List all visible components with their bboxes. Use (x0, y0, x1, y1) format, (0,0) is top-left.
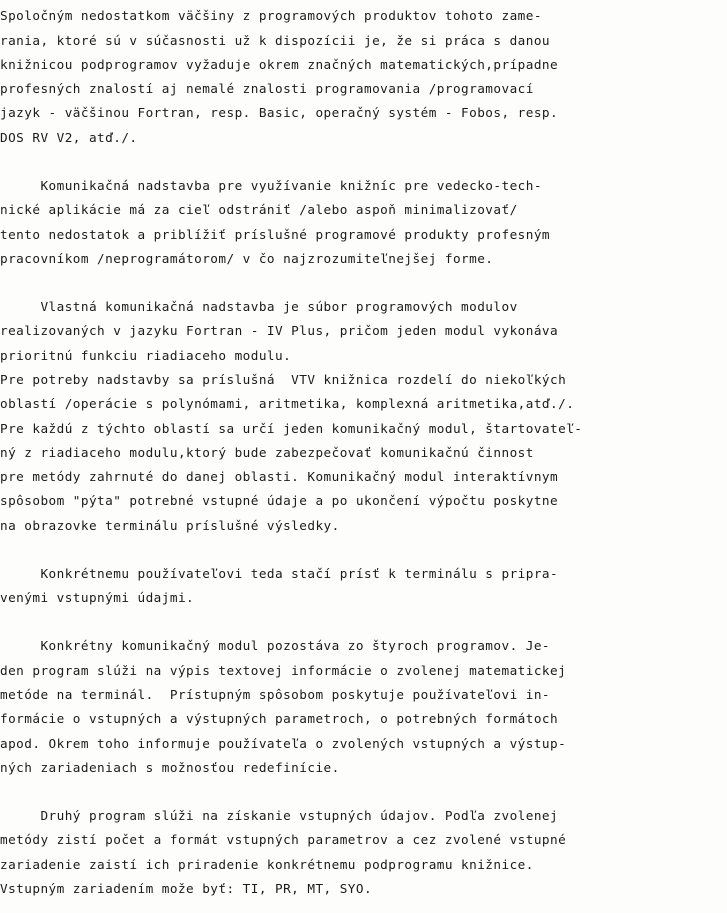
text-line: Vstupným zariadením može byť: TI, PR, MT, SYO. (0, 881, 373, 896)
text-line: Komunikačná nadstavba pre využívanie knižníc pre vedecko-tech- (0, 178, 542, 193)
text-line: Konkrétnemu používateľovi teda stačí prísť k terminálu s pripra- (0, 566, 559, 581)
text-line: Konkrétny komunikačný modul pozostáva zo štyroch programov. Je- (0, 638, 551, 653)
text-line: den program slúži na výpis textovej informácie o zvolenej matematickej (0, 663, 567, 678)
text-line: na obrazovke terminálu príslušné výsledky. (0, 518, 340, 533)
text-line: prioritnú funkciu riadiaceho modulu. (0, 348, 292, 363)
text-line: tento nedostatok a priblížiť príslušné programové produkty profesným (0, 227, 551, 242)
text-line: ný z riadiaceho modulu,ktorý bude zabezpečovať komunikačnú činnost (0, 445, 534, 460)
text-line: apod. Okrem toho informuje používateľa o zvolených vstupných a výstup- (0, 736, 567, 751)
text-line: realizovaných v jazyku Fortran - IV Plus, pričom jeden modul vykonáva (0, 323, 559, 338)
text-line: zariadenie zaistí ich priradenie konkrétnemu podprogramu knižnice. (0, 857, 534, 872)
text-line: Spoločným nedostatkom väčšiny z programových produktov tohoto zame- (0, 8, 542, 23)
text-line: knižnicou podprogramov vyžaduje okrem značných matematických,prípadne (0, 57, 559, 72)
text-line: Pre každú z týchto oblastí sa určí jeden komunikačný modul, štartovateľ- (0, 421, 583, 436)
text-line: pracovníkom /neprogramátorom/ v čo najzrozumiteľnejšej forme. (0, 251, 494, 266)
text-line: profesných znalostí aj nemalé znalosti programovania /programovací (0, 81, 534, 96)
text-line: nické aplikácie má za cieľ odstrániť /alebo aspoň minimalizovať/ (0, 202, 518, 217)
text-line: oblastí /operácie s polynómami, aritmetika, komplexná aritmetika,atď./. (0, 396, 575, 411)
text-line: DOS RV V2, atď./. (0, 130, 138, 145)
text-line: ných zariadeniach s možnosťou redefinície. (0, 760, 340, 775)
text-line: rania, ktoré sú v súčasnosti už k dispozícii je, že si práca s danou (0, 33, 551, 48)
text-line: spôsobom "pýta" potrebné vstupné údaje a po ukončení výpočtu poskytne (0, 493, 559, 508)
text-line: venými vstupnými údajmi. (0, 590, 195, 605)
text-line: Vlastná komunikačná nadstavba je súbor programových modulov (0, 299, 518, 314)
text-line: Druhý program slúži na získanie vstupných údajov. Podľa zvolenej (0, 808, 559, 823)
text-line: metóde na terminál. Prístupným spôsobom poskytuje používateľovi in- (0, 687, 551, 702)
text-line: pre metódy zahrnuté do danej oblasti. Komunikačný modul interaktívnym (0, 469, 559, 484)
text-line: formácie o vstupných a výstupných parametroch, o potrebných formátoch (0, 711, 559, 726)
text-line: metódy zistí počet a formát vstupných parametrov a cez zvolené vstupné (0, 832, 567, 847)
text-line: Pre potreby nadstavby sa príslušná VTV knižnica rozdelí do niekoľkých (0, 372, 567, 387)
text-line: jazyk - väčšinou Fortran, resp. Basic, operačný systém - Fobos, resp. (0, 105, 559, 120)
